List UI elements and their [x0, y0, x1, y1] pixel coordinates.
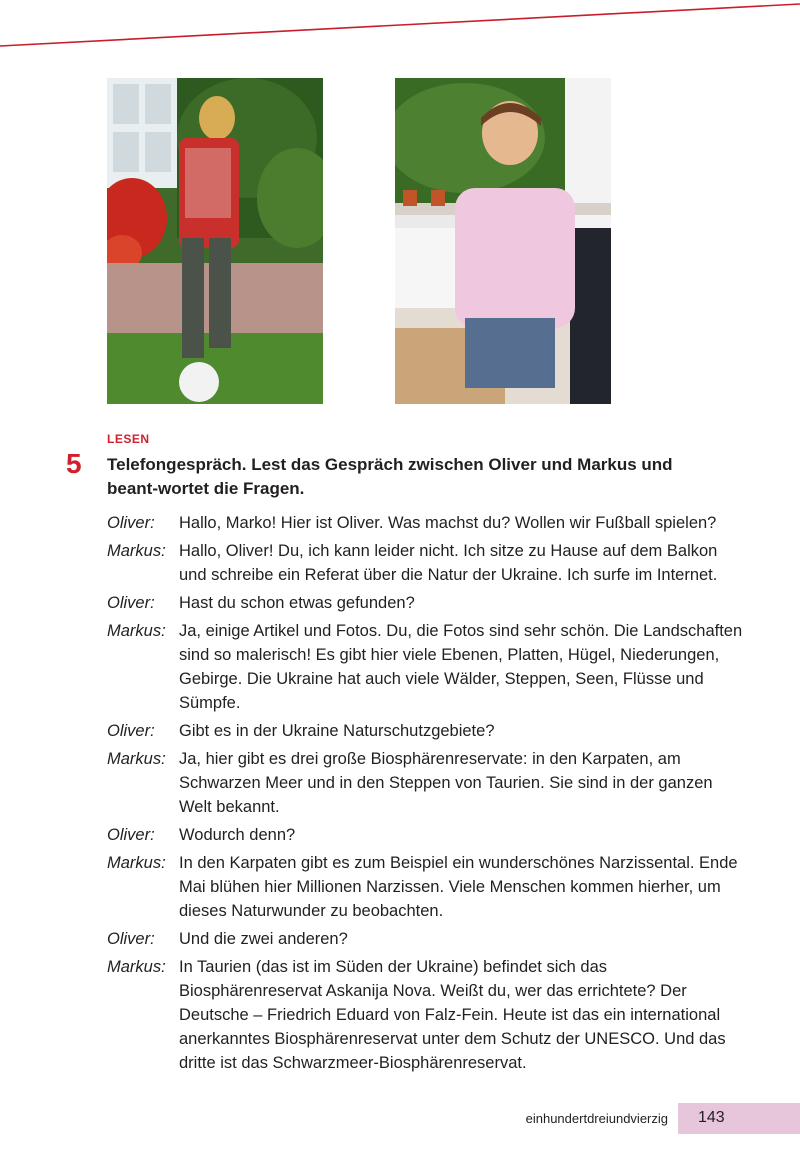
- dialogue-turn: [107, 851, 747, 923]
- dialogue-turn: [107, 719, 747, 743]
- speaker-name: Oliver:: [107, 930, 155, 948]
- photo-boy-on-phone: [395, 78, 611, 404]
- dialogue-text: In Taurien (das ist im Süden der Ukraine) befindet sich das Biosphärenreservat Askanija Nova. Weißt du, wer das errichtete? Der Deutsche – Friedrich Eduard von Falz-Fein. Heute ist das ein international anerkanntes Biosphärenreservat unter dem Schutz der UNESCO. Und das dritte ist das Schwarzmeer-Biosphärenreservat.: [179, 958, 726, 1072]
- dialogue-turn: [107, 823, 747, 847]
- dialogue-turn: [107, 511, 747, 535]
- top-red-rule: [0, 0, 800, 60]
- speaker-name: Markus:: [107, 542, 166, 560]
- speaker-name: Oliver:: [107, 514, 155, 532]
- dialogue-text: Gibt es in der Ukraine Naturschutzgebiete?: [179, 722, 495, 740]
- dialogue-text: Ja, hier gibt es drei große Biosphärenreservate: in den Karpaten, am Schwarzen Meer und in den Steppen von Taurien. Sie sind in der ganzen Welt bekannt.: [179, 750, 713, 816]
- dialogue-turn: [107, 619, 747, 715]
- speaker-name: Oliver:: [107, 826, 155, 844]
- speaker-name: Markus:: [107, 622, 166, 640]
- dialogue-text: Wodurch denn?: [179, 826, 296, 844]
- photo-boy-with-football: [107, 78, 323, 404]
- dialogue-turn: [107, 591, 747, 615]
- speaker-name: Oliver:: [107, 722, 155, 740]
- dialogue-text: Ja, einige Artikel und Fotos. Du, die Fotos sind sehr schön. Die Landschaften sind so malerisch! Es gibt hier viele Ebenen, Platten, Hügel, Niederungen, Gebirge. Die Ukraine hat auch viele Wälder, Steppen, Seen, Flüsse und Sümpfe.: [179, 622, 743, 712]
- task-number: 5: [66, 448, 82, 479]
- dialogue-text: Hast du schon etwas gefunden?: [179, 594, 415, 612]
- dialogue-text: Und die zwei anderen?: [179, 930, 348, 948]
- dialogue-turn: [107, 539, 747, 587]
- speaker-name: Markus:: [107, 750, 166, 768]
- page-number: 143: [698, 1109, 725, 1126]
- speaker-name: Markus:: [107, 958, 166, 976]
- dialogue-text: Hallo, Marko! Hier ist Oliver. Was machst du? Wollen wir Fußball spielen?: [179, 514, 717, 532]
- dialogue-turn: [107, 927, 747, 951]
- dialogue-text: In den Karpaten gibt es zum Beispiel ein wunderschönes Narzissental. Ende Mai blühen hier Millionen Narzissen. Viele Menschen kommen hierher, um dieses Naturwunder zu beobachten.: [179, 854, 738, 920]
- page-number-tab: [678, 1103, 800, 1134]
- dialogue: [107, 511, 747, 1079]
- dialogue-turn: [107, 955, 747, 1075]
- speaker-name: Oliver:: [107, 594, 155, 612]
- dialogue-turn: [107, 747, 747, 819]
- page-number-words: einhundertdreiundvierzig: [525, 1111, 668, 1126]
- section-label: LESEN: [107, 432, 150, 446]
- speaker-name: Markus:: [107, 854, 166, 872]
- dialogue-text: Hallo, Oliver! Du, ich kann leider nicht. Ich sitze zu Hause auf dem Balkon und schreibe ein Referat über die Natur der Ukraine. Ich surfe im Internet.: [179, 542, 718, 584]
- task-title: Telefongespräch. Lest das Gespräch zwischen Oliver und Markus und beant-wortet die Fragen.: [107, 455, 673, 498]
